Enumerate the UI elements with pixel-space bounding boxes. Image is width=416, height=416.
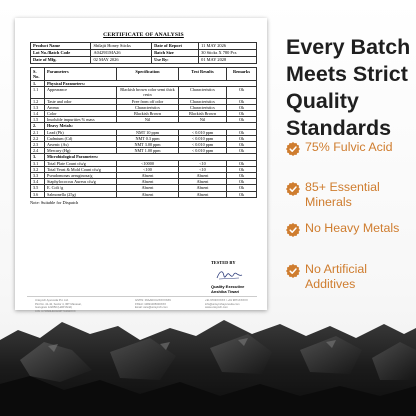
section-title: Physical Parameters:	[45, 81, 257, 87]
info-value: Shilajit Honey Sticks	[91, 43, 152, 50]
remark: Ok	[227, 111, 257, 117]
parameter-name: Insoluble impurities % mass	[45, 117, 117, 123]
section-number: 3.	[31, 154, 45, 160]
specification: Blackish Brown	[117, 111, 179, 117]
test-result: Characteristics	[179, 98, 227, 104]
info-value: 02 MAY 2026	[91, 57, 152, 64]
test-result: < 0.010 ppm	[179, 142, 227, 148]
parameter-name: Pseudomonas aeruginosa/g	[45, 173, 117, 179]
headline-line: Meets Strict	[286, 62, 408, 86]
feature-label: No Heavy Metals	[305, 221, 400, 235]
info-value: 01 MAY 2028	[199, 57, 257, 64]
specification: NMT 3.00 ppm	[117, 142, 179, 148]
parameter-name: Staphylococcus Aureus cfu/g	[45, 179, 117, 185]
row-number: 3.4	[31, 179, 45, 185]
section-title: Microbiological Parameters:	[45, 154, 257, 160]
signature-image	[215, 268, 245, 282]
feature-label: 75% Fulvic Acid	[305, 140, 393, 154]
parameter-name: Salmonella (25g)	[45, 191, 117, 197]
test-result: <10	[179, 166, 227, 172]
remark: Ok	[227, 191, 257, 197]
parameter-name: Aroma	[45, 104, 117, 110]
row-number: 1.1	[31, 87, 45, 98]
certificate-note: Note: Suitable for Dispatch	[30, 199, 79, 205]
info-value: 11 MAY 2026	[199, 43, 257, 50]
row-number: 3.2	[31, 166, 45, 172]
specification: Absent	[117, 185, 179, 191]
footer-contact: +91 9703XXXXX / +91 9871XXXXX info@unisynchayurveda.com www.unisynch.com	[205, 299, 248, 310]
col-spec: Specification	[117, 68, 179, 81]
product-info-row	[31, 43, 257, 50]
headline-line: Standards	[286, 116, 392, 140]
info-key: Lot No./Batch Code	[31, 50, 91, 57]
row-number: 2.4	[31, 148, 45, 154]
footer-registrations: GSTIN: 06AADCU2XXXXXZ9 FSSAI: 10821005000XXX Email: care@unisynch.com	[135, 299, 171, 310]
product-info-row	[31, 50, 257, 57]
info-key: Use By:	[152, 57, 199, 64]
test-result: Blackish Brown	[179, 111, 227, 117]
row-number: 1.3	[31, 104, 45, 110]
test-result: Characteristics	[179, 104, 227, 110]
specification: Free from off odor	[117, 98, 179, 104]
signer-role: Quality Executive	[211, 284, 245, 289]
row-number: 1.2	[31, 98, 45, 104]
shilajit-rocks-image	[0, 300, 416, 416]
parameter-name: Mercury (Hg)	[45, 148, 117, 154]
info-key: Date of Mfg.	[31, 57, 91, 64]
parameter-name: Color	[45, 111, 117, 117]
row-number: 1.4	[31, 111, 45, 117]
headline-line: Every Batch	[286, 35, 411, 59]
remark: Ok	[227, 142, 257, 148]
row-number: 3.5	[31, 185, 45, 191]
remark: Ok	[227, 98, 257, 104]
parameter-name: Total Plate Count cfu/g	[45, 160, 117, 166]
test-result: Absent	[179, 185, 227, 191]
remark: Ok	[227, 129, 257, 135]
test-result: Characteristics	[179, 87, 227, 98]
test-result: Absent	[179, 179, 227, 185]
parameter-name: Appearance	[45, 87, 117, 98]
remark: Ok	[227, 166, 257, 172]
certificate-card	[15, 18, 267, 313]
test-result: < 0.010 ppm	[179, 148, 227, 154]
remark: Ok	[227, 173, 257, 179]
parameter-name: Total Yeast & Mold Count cfu/g	[45, 166, 117, 172]
info-value: A0429I1MA26	[91, 50, 152, 57]
tested-by-label: TESTED BY	[211, 260, 236, 265]
specification: Blackish brown color semi thick resin	[117, 87, 179, 98]
parameter-name: Arsenic (As)	[45, 142, 117, 148]
headline	[286, 34, 411, 142]
remark: Ok	[227, 148, 257, 154]
remark: Ok	[227, 160, 257, 166]
remark: Ok	[227, 87, 257, 98]
table-row	[31, 87, 257, 98]
sun-badge-icon	[286, 142, 300, 156]
row-number: 3.3	[31, 173, 45, 179]
row-number: 2.1	[31, 129, 45, 135]
table-row	[31, 191, 257, 197]
parameter-name: Lead (Pb)	[45, 129, 117, 135]
specification: NMT 1.00 ppm	[117, 148, 179, 154]
sun-badge-icon	[286, 264, 300, 278]
section-number: 1.	[31, 81, 45, 87]
specification: Absent	[117, 179, 179, 185]
remark: Ok	[227, 179, 257, 185]
feature-label: No Artificial Additives	[305, 262, 367, 291]
sun-badge-icon	[286, 223, 300, 237]
specification: Absent	[117, 173, 179, 179]
row-number: 2.3	[31, 142, 45, 148]
feature-label: 85+ Essential Minerals	[305, 180, 380, 209]
info-key: Batch Size	[152, 50, 199, 57]
col-results: Test Results	[179, 68, 227, 81]
parameter-name: Taste and odor	[45, 98, 117, 104]
specification: <10000	[117, 160, 179, 166]
analysis-header-row	[31, 68, 257, 81]
signer-name: Anshika Tiwari	[211, 289, 240, 294]
test-result: Absent	[179, 191, 227, 197]
product-info-row	[31, 57, 257, 64]
specification: <100	[117, 166, 179, 172]
footer-address: Unisynch Ayurveda Pvt. Ltd. Plot No. 41-42, Sector 4, IMT Manesar, Gurugram 122050 (HARYANA) CIN: U74999HR2020PTC090XXX	[35, 299, 82, 313]
info-value: 30 Sticks X 780 Pcs	[199, 50, 257, 57]
row-number: 2.2	[31, 135, 45, 141]
section-title: Heavy Metals:	[45, 123, 257, 129]
col-parameters: Parameters	[45, 68, 117, 81]
remark: Ok	[227, 185, 257, 191]
certificate-title: CERTIFICATE OF ANALYSIS	[103, 32, 184, 38]
test-result: < 0.010 ppm	[179, 135, 227, 141]
col-remarks: Remarks	[227, 68, 257, 81]
remark: Ok	[227, 117, 257, 123]
parameter-name: Cadmium (Cd)	[45, 135, 117, 141]
sun-badge-icon	[286, 182, 300, 196]
specification: Nil	[117, 117, 179, 123]
remark: Ok	[227, 104, 257, 110]
specification: Absent	[117, 191, 179, 197]
test-result: Nil	[179, 117, 227, 123]
info-key: Product Name	[31, 43, 91, 50]
test-result: <10	[179, 160, 227, 166]
col-sno: S. No.	[31, 68, 45, 81]
test-result: Absent	[179, 173, 227, 179]
remark: Ok	[227, 135, 257, 141]
section-number: 2.	[31, 123, 45, 129]
info-key: Date of Report	[152, 43, 199, 50]
specification: NMT 0.3 ppm	[117, 135, 179, 141]
specification: Characteristics	[117, 104, 179, 110]
product-info-table	[30, 42, 257, 64]
parameter-name: E. Coli /g	[45, 185, 117, 191]
row-number: 3.1	[31, 160, 45, 166]
specification: NMT 10 ppm	[117, 129, 179, 135]
headline-line: Quality	[286, 89, 359, 113]
test-result: < 0.010 ppm	[179, 129, 227, 135]
row-number: 1.5	[31, 117, 45, 123]
analysis-table	[30, 67, 257, 198]
row-number: 3.6	[31, 191, 45, 197]
